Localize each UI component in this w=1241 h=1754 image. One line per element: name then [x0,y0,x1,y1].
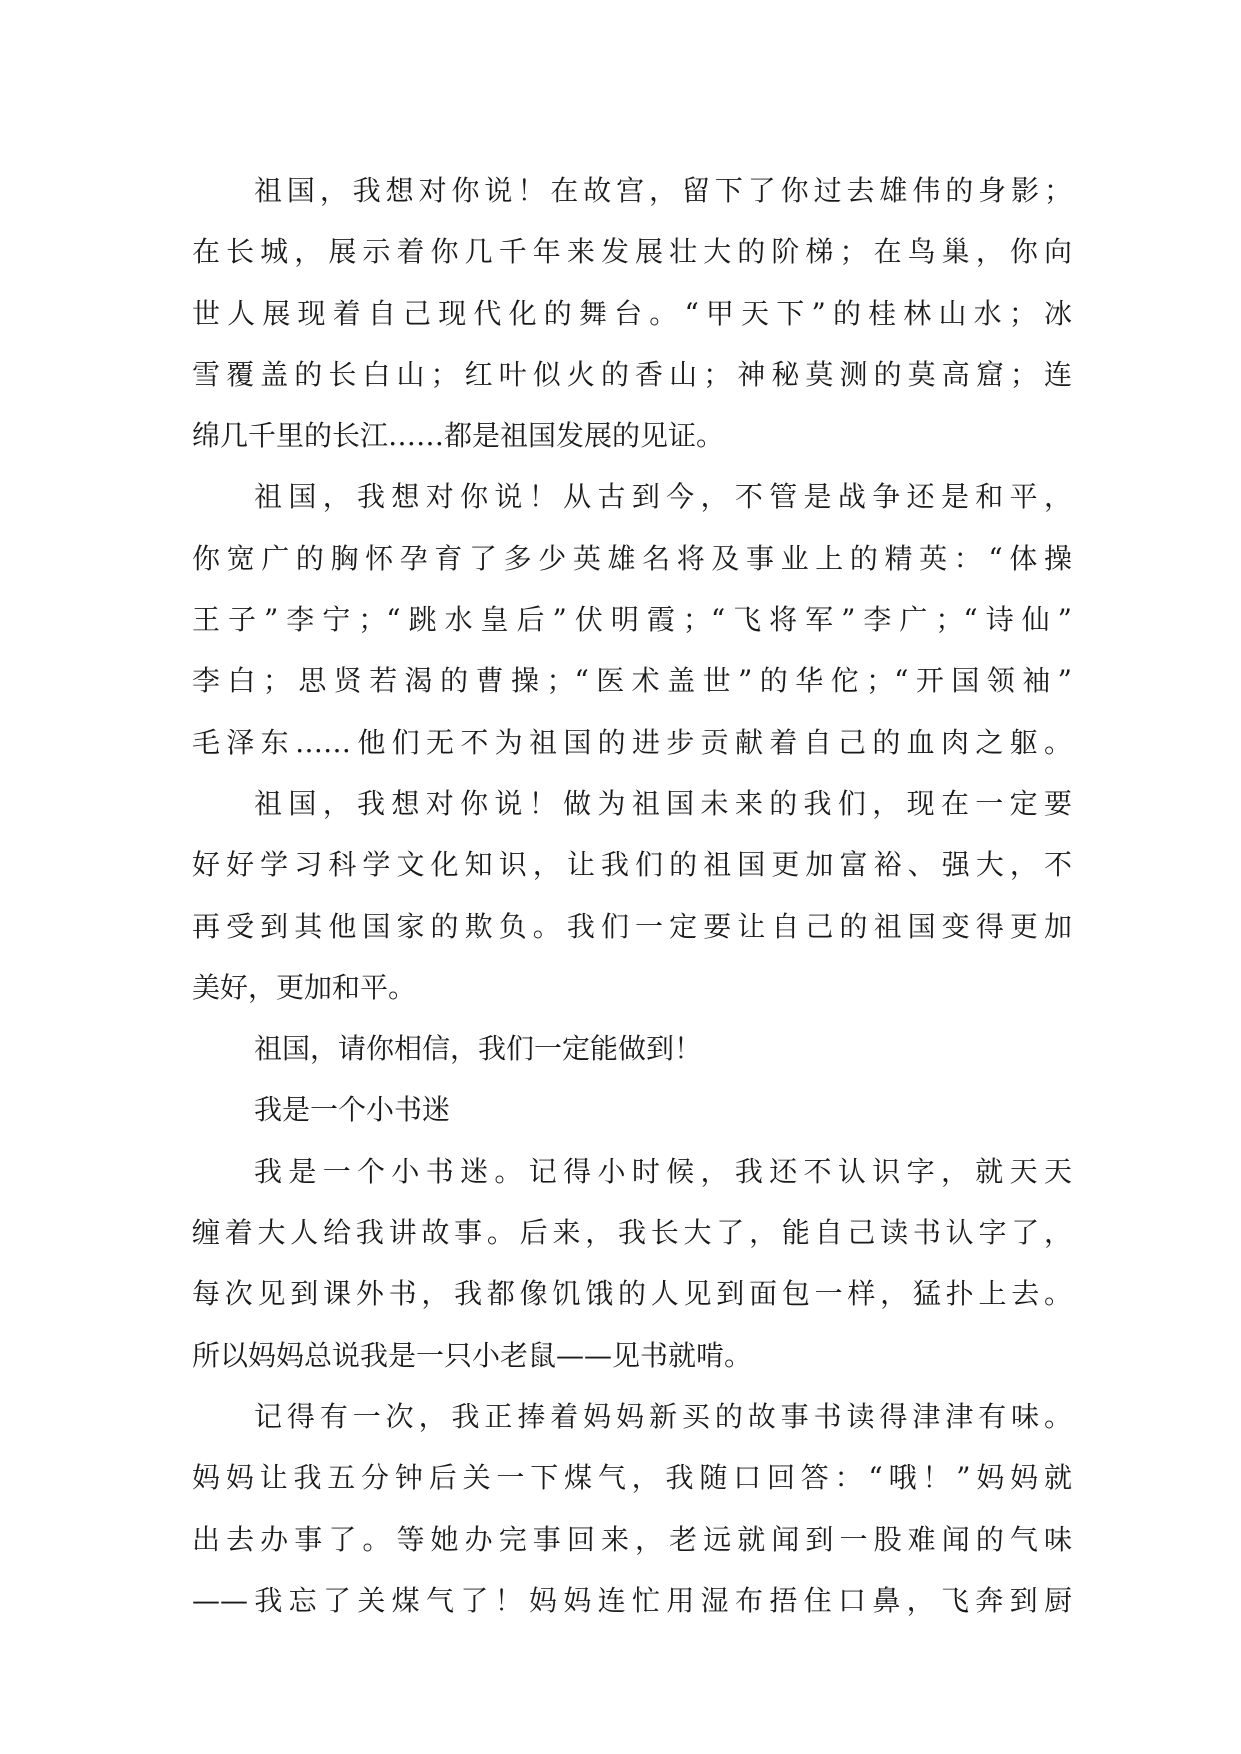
text-line: 所以妈妈总说我是一只小老鼠——见书就啃。 [192,1338,753,1372]
text-line: 雪覆盖的长白山；红叶似火的香山；神秘莫测的莫高窟；连 [192,357,1072,391]
text-line: 祖国，请你相信，我们一定能做到！ [254,1032,703,1066]
text-line: 绵几千里的长江……都是祖国发展的见证。 [192,419,725,453]
text-line: 毛泽东……他们无不为祖国的进步贡献着自己的血肉之躯。 [192,725,1072,759]
text-line: 出去办事了。等她办完事回来，老远就闻到一股难闻的气味 [192,1522,1072,1556]
text-line: 王子”李宁；“跳水皇后”伏明霞；“飞将军”李广；“诗仙” [192,603,1072,637]
text-line: 每次见到课外书，我都像饥饿的人见到面包一样，猛扑上去。 [192,1277,1072,1311]
text-line: ——我忘了关煤气了！妈妈连忙用湿布捂住口鼻，飞奔到厨 [192,1583,1072,1617]
text-line: 祖国，我想对你说！做为祖国未来的我们，现在一定要 [254,786,1072,820]
text-line: 祖国，我想对你说！在故宫，留下了你过去雄伟的身影； [254,174,1072,207]
text-line: 我是一个小书迷 [254,1093,451,1127]
text-line: 再受到其他国家的欺负。我们一定要让自己的祖国变得更加 [192,909,1072,943]
text-line: 美好，更加和平。 [192,970,417,1004]
text-line: 妈妈让我五分钟后关一下煤气，我随口回答：“哦！”妈妈就 [192,1461,1072,1495]
text-line: 记得有一次，我正捧着妈妈新买的故事书读得津津有味。 [254,1399,1072,1433]
text-line: 李白；思贤若渴的曹操；“医术盖世”的华佗；“开国领袖” [192,664,1072,698]
text-line: 在长城，展示着你几千年来发展壮大的阶梯；在鸟巢，你向 [192,235,1072,269]
text-line: 世人展现着自己现代化的舞台。“甲天下”的桂林山水；冰 [192,296,1072,330]
document-body [192,160,1072,1631]
text-line: 我是一个小书迷。记得小时候，我还不认识字，就天天 [254,1154,1072,1188]
text-line: 好好学习科学文化知识，让我们的祖国更加富裕、强大，不 [192,848,1072,882]
text-line: 缠着大人给我讲故事。后来，我长大了，能自己读书认字了， [192,1216,1072,1250]
text-line: 祖国，我想对你说！从古到今，不管是战争还是和平， [254,480,1072,514]
text-line: 你宽广的胸怀孕育了多少英雄名将及事业上的精英：“体操 [192,541,1072,575]
